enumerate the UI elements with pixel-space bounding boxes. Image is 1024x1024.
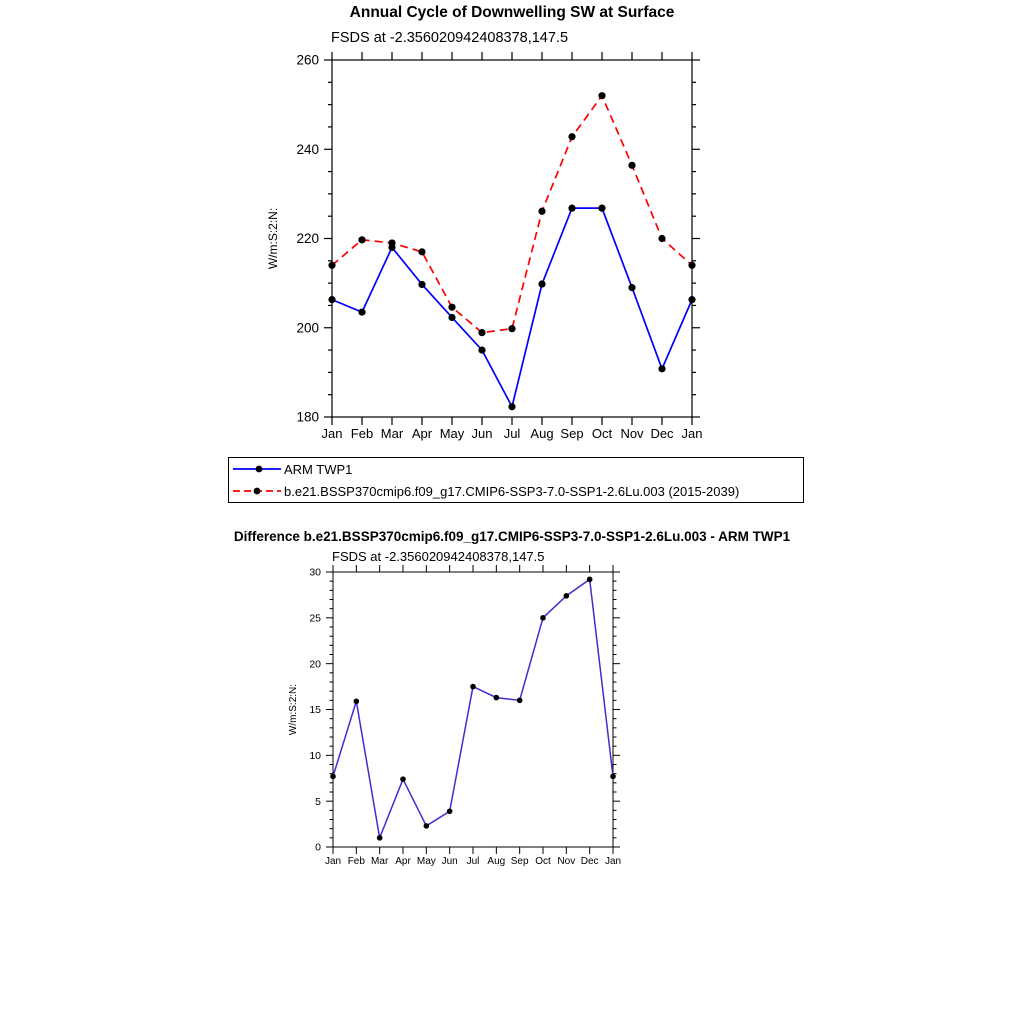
y-tick-label: 15 [309, 704, 321, 717]
legend-label-arm-twp1: ARM TWP1 [284, 461, 353, 477]
data-point-marker [377, 835, 383, 841]
y-axis [309, 567, 620, 854]
series-line [333, 579, 613, 838]
x-tick-label: Sep [510, 856, 529, 867]
y-axis-label: W/m:S:2:N: [266, 207, 280, 270]
data-point-marker [517, 698, 523, 704]
x-tick-label: Aug [487, 856, 506, 867]
y-tick-label: 25 [309, 612, 321, 625]
y-tick-label: 10 [309, 750, 321, 763]
y-tick-label: 260 [296, 52, 319, 68]
bottom-chart-title: Difference b.e21.BSSP370cmip6.f09_g17.CMIP6-SSP3-7.0-SSP1-2.6Lu.003 - ARM TWP1 [233, 529, 791, 544]
x-tick-label: Apr [395, 856, 411, 867]
data-point-marker [424, 823, 430, 829]
legend-label-model: b.e21.BSSP370cmip6.f09_g17.CMIP6-SSP3-7.0-SSP1-2.6Lu.003 (2015-2039) [284, 483, 740, 499]
data-point-marker [494, 695, 500, 701]
top-chart-title: Annual Cycle of Downwelling SW at Surface [349, 4, 675, 21]
x-tick-label: Jan [681, 426, 703, 441]
series-0 [330, 577, 616, 841]
x-tick-label: Jan [604, 856, 622, 867]
y-tick-label: 200 [296, 320, 319, 336]
x-tick-label: May [439, 426, 465, 441]
x-tick-label: Jun [471, 426, 493, 441]
x-tick-label: Mar [380, 426, 404, 441]
x-tick-label: Feb [350, 426, 374, 441]
x-tick-label: Mar [371, 856, 389, 867]
x-tick-label: Nov [557, 856, 576, 867]
data-point-marker [564, 593, 570, 599]
x-axis [325, 565, 621, 867]
data-point-marker [447, 808, 453, 814]
bottom-chart-subtitle: FSDS at -2.356020942408378,147.5 [332, 549, 545, 564]
x-tick-label: Sep [560, 426, 584, 441]
x-tick-label: Jul [503, 426, 521, 441]
data-point-marker [540, 615, 546, 621]
data-point-marker [470, 684, 476, 690]
x-tick-label: Apr [411, 426, 433, 441]
data-point-marker [354, 698, 360, 704]
x-tick-label: Oct [591, 426, 613, 441]
y-tick-label: 5 [315, 795, 321, 808]
y-tick-label: 20 [309, 658, 321, 671]
x-tick-label: Feb [347, 856, 365, 867]
y-tick-label: 0 [315, 841, 321, 854]
x-tick-label: May [416, 856, 436, 867]
x-tick-label: Dec [580, 856, 599, 867]
y-tick-label: 30 [309, 566, 321, 579]
x-tick-label: Jul [466, 856, 480, 867]
y-tick-label: 220 [296, 231, 319, 247]
y-axis-label: W/m:S:2:N: [288, 683, 299, 736]
x-tick-label: Jun [441, 856, 458, 867]
x-tick-label: Aug [530, 426, 554, 441]
x-tick-label: Dec [650, 426, 674, 441]
top-chart-subtitle: FSDS at -2.356020942408378,147.5 [331, 30, 569, 46]
x-tick-label: Nov [620, 426, 644, 441]
x-tick-label: Jan [324, 856, 342, 867]
y-tick-label: 180 [296, 409, 319, 425]
data-point-marker [587, 577, 593, 583]
data-point-marker [330, 774, 336, 780]
data-point-marker [610, 774, 616, 780]
data-point-marker [400, 776, 406, 782]
x-tick-label: Jan [321, 426, 343, 441]
x-tick-label: Oct [535, 856, 551, 867]
plot-frame [333, 572, 613, 847]
y-tick-label: 240 [296, 141, 319, 157]
